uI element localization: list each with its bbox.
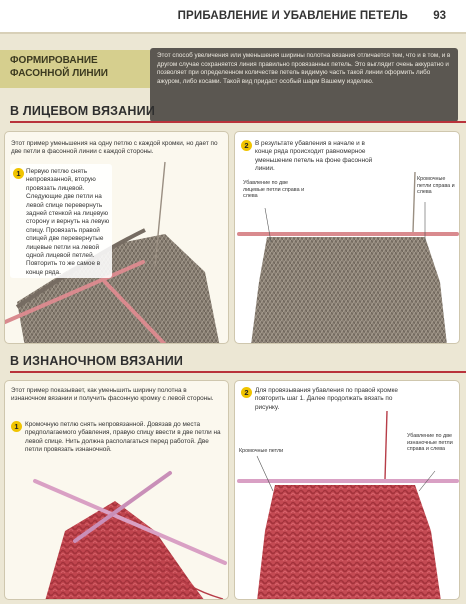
step-badge: 1 <box>11 421 22 432</box>
purl-step2-illustration <box>235 381 460 600</box>
purl-fabric-red <box>45 501 205 600</box>
purl-example-text: Этот пример показывает, как уменьшить ширину полотна в изнаночном вязании и получить фасонную кромку с левой стороны. <box>11 387 214 403</box>
intro-label-line1: ФОРМИРОВАНИЕ <box>10 55 98 66</box>
section-title-purl: В ИЗНАНОЧНОМ ВЯЗАНИИ <box>10 354 184 368</box>
knit-label-edge: Кромочные петли справа и слева <box>417 176 455 196</box>
purl-step2-text: Для провязывания убавления по правой кромке повторить шаг 1. Далее продолжать вязать по рисунку. <box>255 387 398 411</box>
step-badge: 2 <box>241 387 252 398</box>
intro-text: Этот способ увеличения или уменьшения ширины полотна вязания отличается тем, что и в том, и в другом случае сохраняется линия правильно провязанных петель. Это выглядит очень аккуратно и позволяет при определенном количестве петель видимую часть такой линии оформить либо ажуром, либо косами. Такой вид придаст особый шарм Вашему изделию. <box>157 52 451 85</box>
purl-step1-panel <box>4 380 229 600</box>
knit-step2-panel <box>234 131 460 344</box>
page-title: ПРИБАВЛЕНИЕ И УБАВЛЕНИЕ ПЕТЕЛЬ <box>177 10 408 22</box>
step-badge: 1 <box>13 168 24 179</box>
yarn-strand <box>385 411 387 479</box>
knit-example-text: Этот пример уменьшения на одну петлю с каждой кромки, но дает по две петли в фасонной линии с каждой стороны. <box>11 140 218 156</box>
knit-step2-text: В результате убавления в начале и в конце ряда происходит равномерное уменьшение петель на фоне фасонной линии. <box>255 140 373 173</box>
pointer-line <box>265 208 271 242</box>
step-badge: 2 <box>241 140 252 151</box>
purl-label-decrease: Убавление по две изнаночные петли справа и слева <box>407 433 453 453</box>
knit-step1-text: Первую петлю снять непровязанной, вторую провязать лицевой. Следующие две петли на левой спице перевернуть задней стенкой на лицевую сторону и вернуть на левую спицу. Провязать правой спицей две перевернутые лицевые петли на левой одной лицевой петлей. Повторить то же самое в конце ряда. <box>26 168 110 276</box>
purl-step2-panel <box>234 380 460 600</box>
page-number: 93 <box>433 10 446 22</box>
section-divider-knit <box>10 121 466 123</box>
section-divider-purl <box>10 371 466 373</box>
section-title-knit: В ЛИЦЕВОМ ВЯЗАНИИ <box>10 104 156 118</box>
knit-step1-panel <box>4 131 229 344</box>
intro-label-line2: ФАСОННОЙ ЛИНИИ <box>10 68 108 79</box>
purl-fabric-red <box>257 485 441 600</box>
purl-label-edge: Кромочные петли <box>239 448 284 454</box>
knit-fabric-gray <box>251 237 447 344</box>
yarn-strand <box>413 172 415 232</box>
purl-step1-illustration <box>5 381 229 600</box>
header-divider <box>0 32 466 34</box>
purl-step1-text: Кромочную петлю снять непровязанной. Довязав до места предполагаемого убавления, правую спицу ввести в две петли на левой спице. Нить должна располагаться перед работой. Две петли провязать изнаночной. <box>25 421 221 454</box>
pointer-line <box>257 456 273 491</box>
intro-label <box>10 54 150 80</box>
knit-label-decrease: Убавление по две лицевые петли справа и слева <box>243 180 305 200</box>
